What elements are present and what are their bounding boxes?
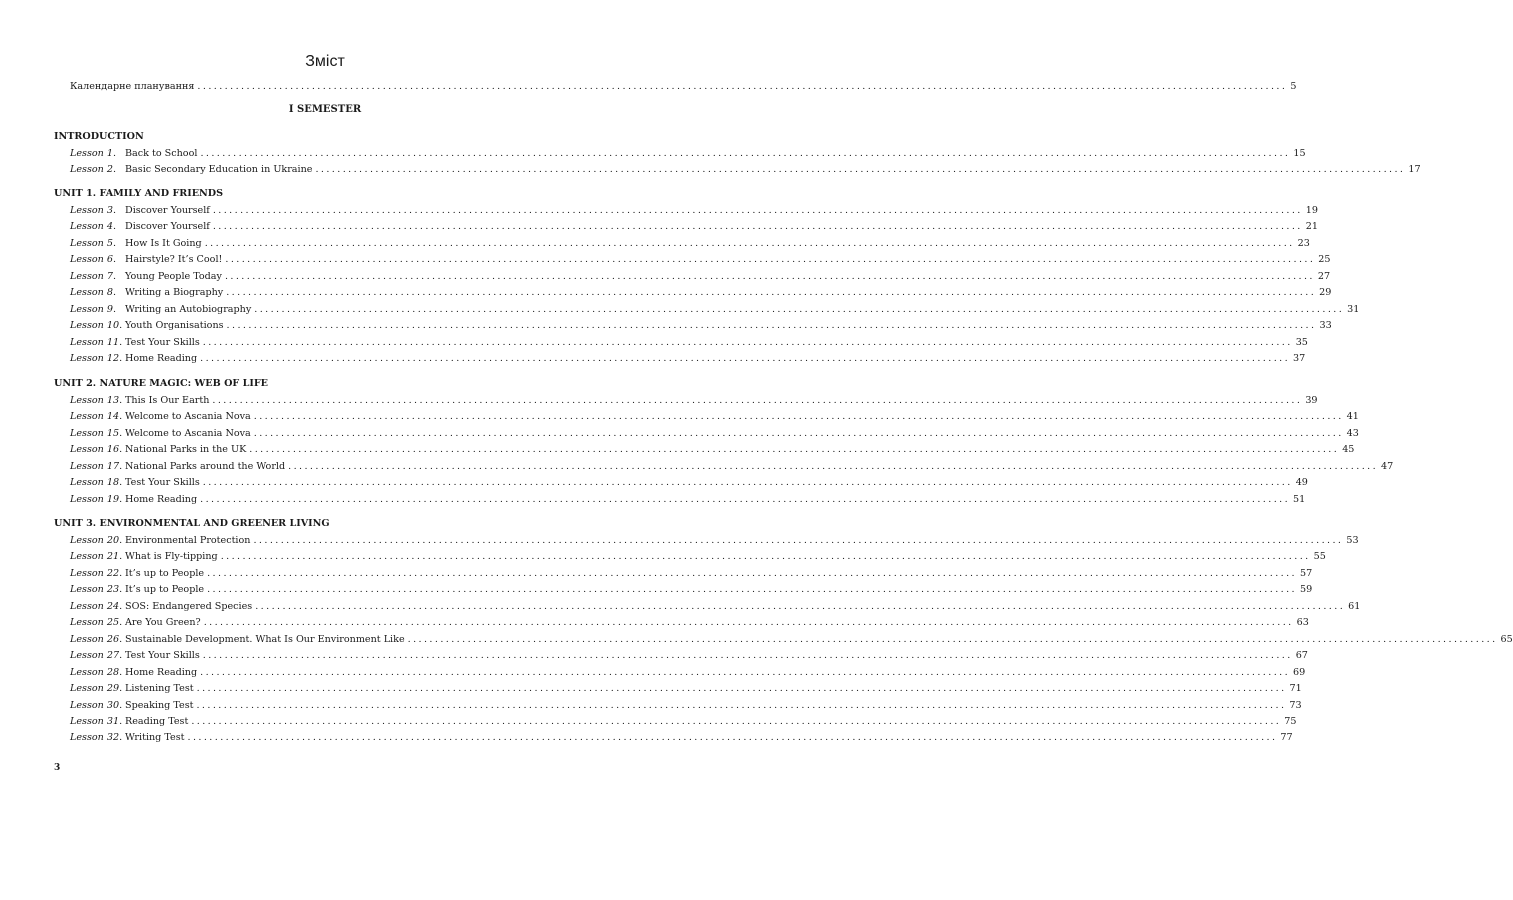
lesson-page-number: 47 — [1381, 460, 1394, 472]
lesson-page-number: 37 — [1293, 353, 1306, 365]
toc-entry[interactable] — [70, 237, 1310, 251]
toc-entry[interactable] — [70, 427, 1359, 441]
lesson-page-number: 39 — [1305, 395, 1318, 406]
dot-leader: ........................................................................................................................................................................................................ — [254, 303, 1345, 315]
dot-leader: ........................................................................................................................................................................................................ — [200, 148, 1291, 159]
lesson-title: Writing a Biography — [125, 287, 224, 299]
dot-leader: ........................................................................................................................................................................................................ — [200, 353, 1291, 365]
lesson-title: How Is It Going — [125, 237, 202, 249]
lesson-page-number: 57 — [1300, 567, 1313, 579]
dot-leader: ........................................................................................................................................................................................................ — [202, 477, 1293, 489]
dot-leader: ........................................................................................................................................................................................................ — [204, 237, 1295, 249]
dot-leader: ........................................................................................................................................................................................................ — [191, 715, 1282, 727]
lesson-page-number: 53 — [1346, 535, 1359, 546]
dot-leader: ........................................................................................................................................................................................................ — [197, 81, 1288, 92]
lesson-label: Lesson 10. — [70, 320, 123, 332]
lesson-page-number: 25 — [1318, 254, 1331, 266]
lesson-page-number: 41 — [1346, 411, 1359, 423]
lesson-label: Lesson 9. — [70, 303, 117, 315]
lesson-label: Lesson 17. — [70, 460, 123, 472]
dot-leader: ........................................................................................................................................................................................................ — [249, 444, 1340, 456]
lesson-label: Lesson 27. — [70, 650, 123, 662]
dot-leader: ........................................................................................................................................................................................................ — [253, 427, 1344, 439]
lesson-page-number: 63 — [1296, 617, 1309, 629]
toc-entry[interactable] — [70, 699, 1302, 713]
lesson-label: Lesson 6. — [70, 254, 117, 266]
toc-entry[interactable] — [70, 163, 1421, 177]
lesson-label: Lesson 28. — [70, 666, 123, 678]
unit-heading: INTRODUCTION — [54, 131, 144, 142]
entry-title: Календарне планування — [70, 81, 195, 92]
lesson-label: Lesson 7. — [70, 270, 117, 282]
toc-entry[interactable] — [70, 600, 1361, 614]
lesson-title: Discover Yourself — [125, 205, 210, 216]
lesson-page-number: 23 — [1297, 237, 1310, 249]
dot-leader: ........................................................................................................................................................................................................ — [187, 732, 1278, 744]
lesson-title: It’s up to People — [125, 567, 205, 579]
lesson-title: Writing an Autobiography — [125, 303, 252, 315]
page-number: 3 — [54, 763, 61, 773]
lesson-page-number: 17 — [1408, 164, 1421, 176]
toc-entry[interactable] — [70, 319, 1332, 333]
dot-leader: ........................................................................................................................................................................................................ — [253, 535, 1344, 546]
dot-leader: ........................................................................................................................................................................................................ — [407, 633, 1498, 645]
toc-entry[interactable] — [70, 394, 1318, 408]
semester-heading: I SEMESTER — [288, 104, 362, 115]
lesson-label: Lesson 11. — [70, 336, 123, 348]
toc-entry[interactable] — [70, 493, 1306, 507]
lesson-label: Lesson 23. — [70, 584, 123, 596]
toc-entry[interactable] — [70, 352, 1306, 366]
lesson-label: Lesson 1. — [70, 148, 117, 159]
lesson-title: Test Your Skills — [125, 336, 200, 348]
lesson-label: Lesson 30. — [70, 699, 123, 711]
lesson-label: Lesson 14. — [70, 411, 123, 423]
toc-entry[interactable] — [70, 270, 1331, 284]
dot-leader: ........................................................................................................................................................................................................ — [212, 205, 1303, 216]
lesson-page-number: 21 — [1305, 221, 1318, 233]
lesson-page-number: 55 — [1313, 551, 1326, 563]
lesson-label: Lesson 13. — [70, 395, 123, 406]
lesson-page-number: 35 — [1295, 336, 1308, 348]
dot-leader: ........................................................................................................................................................................................................ — [224, 270, 1315, 282]
lesson-page-number: 31 — [1347, 303, 1360, 315]
lesson-label: Lesson 21. — [70, 551, 123, 563]
lesson-page-number: 71 — [1289, 683, 1302, 695]
lesson-page-number: 19 — [1305, 205, 1318, 216]
toc-entry[interactable] — [70, 567, 1313, 581]
lesson-label: Lesson 20. — [70, 535, 123, 546]
unit-heading: UNIT 2. NATURE MAGIC: WEB OF LIFE — [54, 378, 268, 389]
lesson-label: Lesson 24. — [70, 600, 123, 612]
lesson-title: This Is Our Earth — [125, 395, 210, 406]
lesson-label: Lesson 5. — [70, 237, 117, 249]
lesson-title: Test Your Skills — [125, 477, 200, 489]
lesson-label: Lesson 8. — [70, 287, 117, 299]
toc-entry[interactable] — [70, 147, 1306, 161]
toc-entry[interactable] — [70, 649, 1308, 663]
toc-entry[interactable] — [70, 204, 1318, 218]
lesson-label: Lesson 26. — [70, 633, 123, 645]
lesson-label: Lesson 32. — [70, 732, 123, 744]
dot-leader: ........................................................................................................................................................................................................ — [220, 551, 1311, 563]
toc-entry[interactable] — [70, 583, 1313, 597]
toc-entry[interactable] — [70, 253, 1331, 267]
dot-leader: ........................................................................................................................................................................................................ — [203, 617, 1294, 629]
dot-leader: ........................................................................................................................................................................................................ — [207, 584, 1298, 596]
lesson-title: Environmental Protection — [125, 535, 251, 546]
lesson-title: SOS: Endangered Species — [125, 600, 253, 612]
lesson-page-number: 75 — [1284, 715, 1297, 727]
lesson-page-number: 51 — [1293, 493, 1306, 505]
dot-leader: ........................................................................................................................................................................................................ — [196, 683, 1287, 695]
lesson-page-number: 65 — [1500, 633, 1513, 645]
lesson-title: National Parks around the World — [125, 460, 286, 472]
lesson-title: Youth Organisations — [125, 320, 224, 332]
lesson-label: Lesson 2. — [70, 164, 117, 176]
lesson-label: Lesson 4. — [70, 221, 117, 233]
lesson-title: It’s up to People — [125, 584, 205, 596]
dot-leader: ........................................................................................................................................................................................................ — [196, 699, 1287, 711]
toc-entry[interactable] — [70, 443, 1355, 457]
lesson-title: Reading Test — [125, 715, 189, 727]
lesson-page-number: 33 — [1319, 320, 1332, 332]
lesson-page-number: 61 — [1348, 600, 1361, 612]
toc-entry[interactable] — [70, 336, 1308, 350]
lesson-label: Lesson 15. — [70, 427, 123, 439]
lesson-page-number: 59 — [1300, 584, 1313, 596]
lesson-label: Lesson 12. — [70, 353, 123, 365]
toc-entry[interactable] — [70, 682, 1302, 696]
dot-leader: ........................................................................................................................................................................................................ — [207, 567, 1298, 579]
dot-leader: ........................................................................................................................................................................................................ — [226, 320, 1317, 332]
lesson-page-number: 49 — [1295, 477, 1308, 489]
lesson-title: Home Reading — [125, 666, 198, 678]
toc-entry[interactable] — [70, 303, 1360, 317]
lesson-title: Test Your Skills — [125, 650, 200, 662]
page-title: Зміст — [305, 53, 345, 70]
lesson-title: Are You Green? — [125, 617, 201, 629]
toc-entry[interactable] — [70, 534, 1359, 548]
toc-entry[interactable] — [70, 550, 1326, 564]
dot-leader: ........................................................................................................................................................................................................ — [200, 493, 1291, 505]
lesson-title: Basic Secondary Education in Ukraine — [125, 164, 313, 176]
dot-leader: ........................................................................................................................................................................................................ — [253, 411, 1344, 423]
lesson-page-number: 45 — [1342, 444, 1355, 456]
unit-heading: UNIT 3. ENVIRONMENTAL AND GREENER LIVING — [54, 518, 330, 529]
lesson-label: Lesson 19. — [70, 493, 123, 505]
toc-entry[interactable] — [70, 616, 1309, 630]
lesson-title: Sustainable Development. What Is Our Environment Like — [125, 633, 405, 645]
lesson-title: Home Reading — [125, 353, 198, 365]
lesson-label: Lesson 22. — [70, 567, 123, 579]
dot-leader: ........................................................................................................................................................................................................ — [288, 460, 1379, 472]
lesson-title: Back to School — [125, 148, 198, 159]
toc-entry[interactable] — [70, 633, 1513, 647]
lesson-page-number: 15 — [1293, 148, 1306, 159]
lesson-title: Welcome to Ascania Nova — [125, 427, 251, 439]
lesson-title: Speaking Test — [125, 699, 194, 711]
lesson-title: Discover Yourself — [125, 221, 210, 233]
lesson-page-number: 73 — [1289, 699, 1302, 711]
lesson-page-number: 67 — [1295, 650, 1308, 662]
lesson-title: Welcome to Ascania Nova — [125, 411, 251, 423]
toc-entry[interactable] — [70, 666, 1306, 680]
lesson-page-number: 43 — [1346, 427, 1359, 439]
dot-leader: ........................................................................................................................................................................................................ — [212, 395, 1303, 406]
toc-entry[interactable] — [70, 476, 1308, 490]
lesson-title: National Parks in the UK — [125, 444, 247, 456]
toc-entry[interactable] — [70, 460, 1394, 474]
lesson-page-number: 27 — [1317, 270, 1331, 282]
toc-entry-calendar[interactable] — [70, 80, 1297, 94]
lesson-label: Lesson 3. — [70, 205, 117, 216]
dot-leader: ........................................................................................................................................................................................................ — [202, 336, 1293, 348]
lesson-label: Lesson 25. — [70, 617, 123, 629]
toc-entry[interactable] — [70, 410, 1359, 424]
lesson-page-number: 69 — [1293, 666, 1306, 678]
lesson-page-number: 77 — [1280, 732, 1293, 744]
dot-leader: ........................................................................................................................................................................................................ — [202, 650, 1293, 662]
toc-entry[interactable] — [70, 220, 1318, 234]
toc-entry[interactable] — [70, 286, 1332, 300]
lesson-page-number: 29 — [1319, 287, 1332, 299]
dot-leader: ........................................................................................................................................................................................................ — [226, 287, 1317, 299]
unit-heading: UNIT 1. FAMILY AND FRIENDS — [54, 188, 224, 199]
toc-entry[interactable] — [70, 731, 1293, 745]
lesson-title: Young People Today — [125, 270, 222, 282]
toc-entry[interactable] — [70, 715, 1297, 729]
lesson-label: Lesson 16. — [70, 444, 123, 456]
lesson-title: Writing Test — [125, 732, 185, 744]
dot-leader: ........................................................................................................................................................................................................ — [315, 164, 1406, 176]
lesson-title: What is Fly-tipping — [125, 551, 218, 563]
dot-leader: ........................................................................................................................................................................................................ — [212, 221, 1303, 233]
lesson-title: Listening Test — [125, 683, 194, 695]
dot-leader: ........................................................................................................................................................................................................ — [225, 254, 1316, 266]
dot-leader: ........................................................................................................................................................................................................ — [200, 666, 1291, 678]
dot-leader: ........................................................................................................................................................................................................ — [255, 600, 1346, 612]
entry-page-number: 5 — [1290, 81, 1297, 92]
lesson-label: Lesson 29. — [70, 683, 123, 695]
lesson-title: Hairstyle? It’s Cool! — [125, 254, 223, 266]
lesson-label: Lesson 31. — [70, 715, 123, 727]
lesson-title: Home Reading — [125, 493, 198, 505]
lesson-label: Lesson 18. — [70, 477, 123, 489]
